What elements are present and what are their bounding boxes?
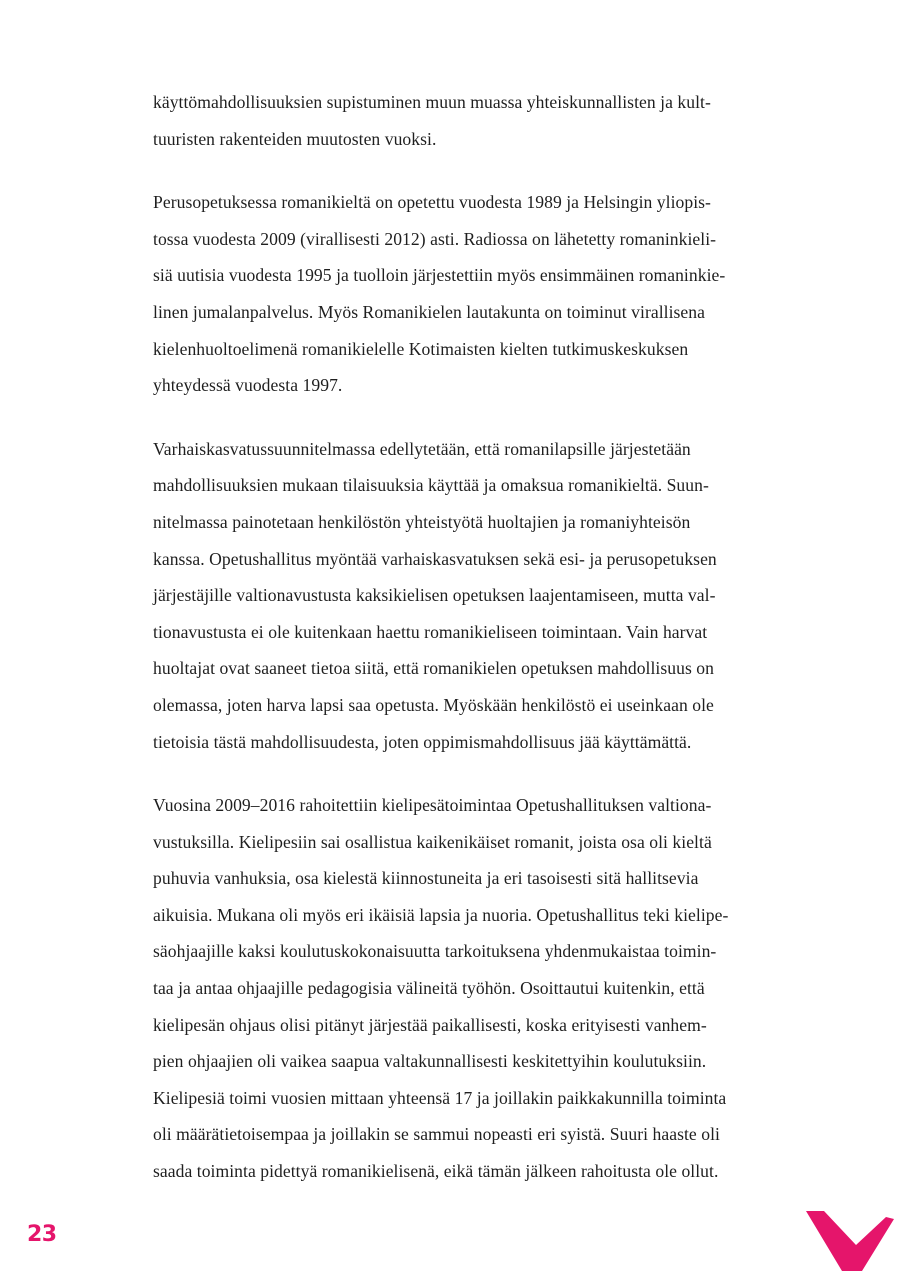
- text-line: kanssa. Opetushallitus myöntää varhaiskasvatuksen sekä esi- ja perusopetuksen: [153, 548, 717, 569]
- paragraph: [153, 184, 843, 404]
- body-text: [153, 84, 843, 1217]
- text-line: Perusopetuksessa romanikieltä on opetettu vuodesta 1989 ja Helsingin yliopis-: [153, 192, 711, 213]
- page-number: 23: [27, 1222, 57, 1247]
- text-line: siä uutisia vuodesta 1995 ja tuolloin järjestettiin myös ensimmäinen romaninkie-: [153, 265, 726, 286]
- text-line: kielipesän ohjaus olisi pitänyt järjestää paikallisesti, koska erityisesti vanhem-: [153, 1014, 707, 1035]
- text-line: saada toiminta pidettyä romanikielisenä, eikä tämän jälkeen rahoitusta ole ollut.: [153, 1161, 719, 1182]
- text-line: järjestäjille valtionavustusta kaksikielisen opetuksen laajentamiseen, mutta val-: [153, 585, 716, 606]
- text-line: oli määrätietoisempaa ja joillakin se sammui nopeasti eri syistä. Suuri haaste oli: [153, 1124, 720, 1145]
- text-line: tietoisia tästä mahdollisuudesta, joten oppimismahdollisuus jää käyttämättä.: [153, 731, 692, 752]
- text-line: huoltajat ovat saaneet tietoa siitä, että romanikielen opetuksen mahdollisuus on: [153, 658, 714, 679]
- check-mark-logo-icon: [800, 1205, 896, 1275]
- text-line: Kielipesiä toimi vuosien mittaan yhteensä 17 ja joillakin paikkakunnilla toiminta: [153, 1087, 727, 1108]
- text-line: tuuristen rakenteiden muutosten vuoksi.: [153, 128, 437, 149]
- text-line: vustuksilla. Kielipesiin sai osallistua kaikenikäiset romanit, joista osa oli kieltä: [153, 831, 712, 852]
- text-line: käyttömahdollisuuksien supistuminen muun muassa yhteiskunnallisten ja kult-: [153, 92, 711, 112]
- logo-shape: [806, 1211, 894, 1271]
- text-line: säohjaajille kaksi koulutuskokonaisuutta tarkoituksena yhdenmukaistaa toimin-: [153, 941, 717, 962]
- text-line: Vuosina 2009–2016 rahoitettiin kielipesätoimintaa Opetushallituksen valtiona-: [153, 795, 712, 816]
- text-line: kielenhuoltoelimenä romanikielelle Kotimaisten kielten tutkimuskeskuksen: [153, 338, 689, 359]
- text-line: taa ja antaa ohjaajille pedagogisia välineitä työhön. Osoittautui kuitenkin, että: [153, 978, 705, 999]
- text-line: aikuisia. Mukana oli myös eri ikäisiä lapsia ja nuoria. Opetushallitus teki kielipe-: [153, 904, 729, 925]
- text-line: pien ohjaajien oli vaikea saapua valtakunnallisesti keskitettyihin koulutuksiin.: [153, 1051, 707, 1072]
- text-line: olemassa, joten harva lapsi saa opetusta. Myöskään henkilöstö ei useinkaan ole: [153, 694, 714, 715]
- text-line: yhteydessä vuodesta 1997.: [153, 375, 343, 396]
- paragraph: [153, 84, 843, 157]
- text-line: nitelmassa painotetaan henkilöstön yhteistyötä huoltajien ja romaniyhteisön: [153, 511, 691, 532]
- text-line: Varhaiskasvatussuunnitelmassa edellytetään, että romanilapsille järjestetään: [153, 438, 691, 459]
- paragraph: [153, 431, 843, 760]
- text-line: mahdollisuuksien mukaan tilaisuuksia käyttää ja omaksua romanikieltä. Suun-: [153, 475, 709, 496]
- text-line: tionavustusta ei ole kuitenkaan haettu romanikieliseen toimintaan. Vain harvat: [153, 621, 708, 642]
- text-line: puhuvia vanhuksia, osa kielestä kiinnostuneita ja eri tasoisesti sitä hallitsevia: [153, 868, 699, 889]
- text-line: tossa vuodesta 2009 (virallisesti 2012) asti. Radiossa on lähetetty romaninkieli-: [153, 228, 717, 249]
- text-line: linen jumalanpalvelus. Myös Romanikielen lautakunta on toiminut virallisena: [153, 301, 705, 322]
- paragraph: [153, 787, 843, 1190]
